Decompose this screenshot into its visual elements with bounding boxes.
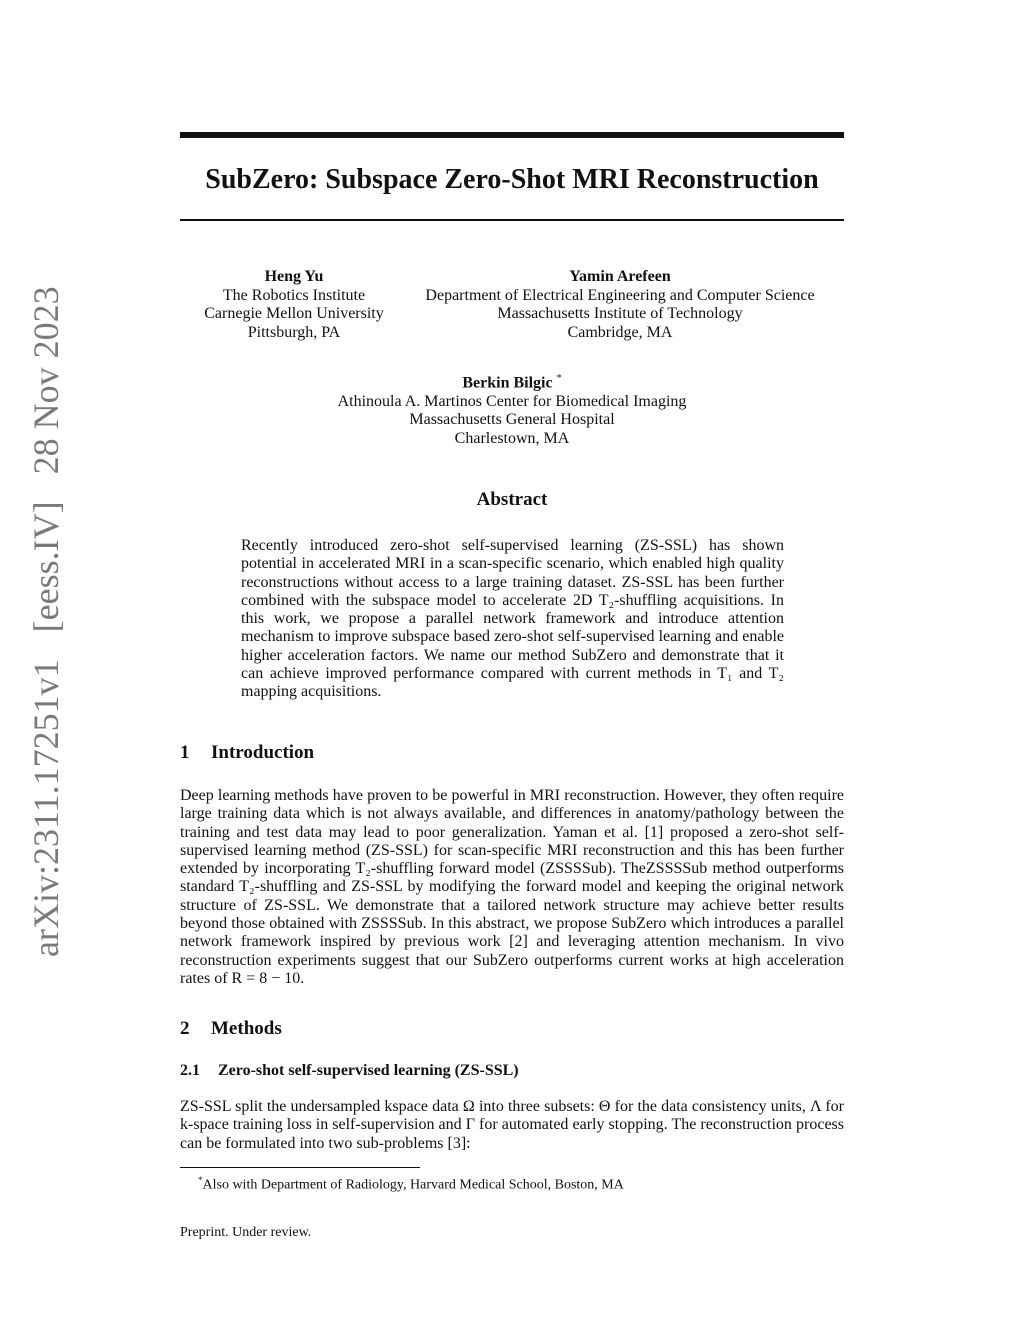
footnote — [198, 1172, 624, 1194]
section-title: Methods — [211, 1018, 282, 1039]
author-affiliation: Cambridge, MA — [567, 323, 673, 341]
abstract-heading: Abstract — [476, 489, 548, 510]
arxiv-date: 28 Nov 2023 — [26, 286, 66, 475]
author-block-1 — [194, 268, 394, 342]
author-affiliation: Pittsburgh, PA — [247, 323, 341, 341]
author-name: Berkin Bilgic — [462, 374, 553, 392]
preprint-note: Preprint. Under review. — [180, 1225, 312, 1240]
author-affiliation: Department of Electrical Engineering and Computer Science — [425, 286, 815, 304]
author-name: Heng Yu — [264, 268, 324, 285]
title-rule-bottom — [180, 219, 844, 221]
section-number: 1 — [180, 742, 190, 763]
paper-title: SubZero: Subspace Zero-Shot MRI Reconstruction — [205, 164, 819, 195]
author-block-3 — [292, 370, 732, 448]
author-footnote-mark: * — [556, 373, 562, 384]
author-affiliation: Athinoula A. Martinos Center for Biomedical Imaging — [337, 392, 687, 410]
subsection-heading-zs-ssl — [180, 1062, 519, 1080]
author-block-2 — [400, 268, 840, 342]
author-affiliation: Massachusetts General Hospital — [409, 411, 615, 429]
arxiv-id[interactable]: arXiv:2311.17251v1 — [26, 659, 66, 957]
section-title: Introduction — [211, 742, 315, 763]
author-affiliation: Carnegie Mellon University — [204, 305, 384, 322]
arxiv-sidebar — [28, 286, 64, 957]
section-heading-methods — [180, 1018, 282, 1040]
footnote-rule — [180, 1167, 420, 1168]
zs-ssl-paragraph: ZS-SSL split the undersampled kspace data Ω into three subsets: Θ for the data consistency units, Λ for k-space training loss in self-supervision and Γ for automated early stopping. The reconstruction process can be formulated into two sub-problems [3]: — [180, 1098, 844, 1152]
arxiv-category: [eess.IV] — [26, 501, 66, 633]
footnote-text: Also with Department of Radiology, Harvard Medical School, Boston, MA — [202, 1177, 624, 1193]
section-heading-introduction — [180, 742, 314, 764]
author-affiliation: Charlestown, MA — [454, 429, 570, 447]
footnote-mark: * — [198, 1175, 203, 1185]
subsection-number: 2.1 — [180, 1062, 200, 1079]
abstract-text: Recently introduced zero-shot self-supervised learning (ZS-SSL) has shown potential in accelerated MRI in a scan-specific scenario, which enabled high quality reconstructions without access to a large training dataset. ZS-SSL has been further combined with the subspace model to accelerate 2D T₂-shuffling acquisitions. In this work, we propose a parallel network framework and introduce attention mechanism to improve subspace based zero-shot self-supervised learning and enable higher acceleration factors. We name our method SubZero and demonstrate that it can achieve improved performance compared with current methods in T₁ and T₂ mapping acquisitions. — [241, 537, 784, 701]
subsection-title: Zero-shot self-supervised learning (ZS-SSL) — [218, 1062, 519, 1079]
author-name: Yamin Arefeen — [569, 268, 671, 285]
introduction-paragraph: Deep learning methods have proven to be powerful in MRI reconstruction. However, they often require large training data which is not always available, and differences in anatomy/pathology between the training and test data may lead to poor generalization. Yaman et al. [1] proposed a zero-shot self-supervised learning method (ZS-SSL) for scan-specific MRI reconstruction and this has been further extended by incorporating T₂-shuffling forward model (ZSSSSub). TheZSSSSub method outperforms standard T₂-shuffling and ZS-SSL by modifying the forward model and keeping the original network structure of ZS-SSL. We demonstrate that a tailored network structure may achieve better results beyond those obtained with ZSSSSub. In this abstract, we propose SubZero which introduces a parallel network framework inspired by previous work [2] and leveraging attention mechanism. In vivo reconstruction experiments suggest that our SubZero outperforms current works at high acceleration rates of R = 8 − 10. — [180, 787, 844, 987]
title-rule-top — [180, 132, 844, 138]
author-affiliation: The Robotics Institute — [222, 286, 366, 304]
author-affiliation: Massachusetts Institute of Technology — [497, 305, 743, 322]
section-number: 2 — [180, 1018, 190, 1039]
